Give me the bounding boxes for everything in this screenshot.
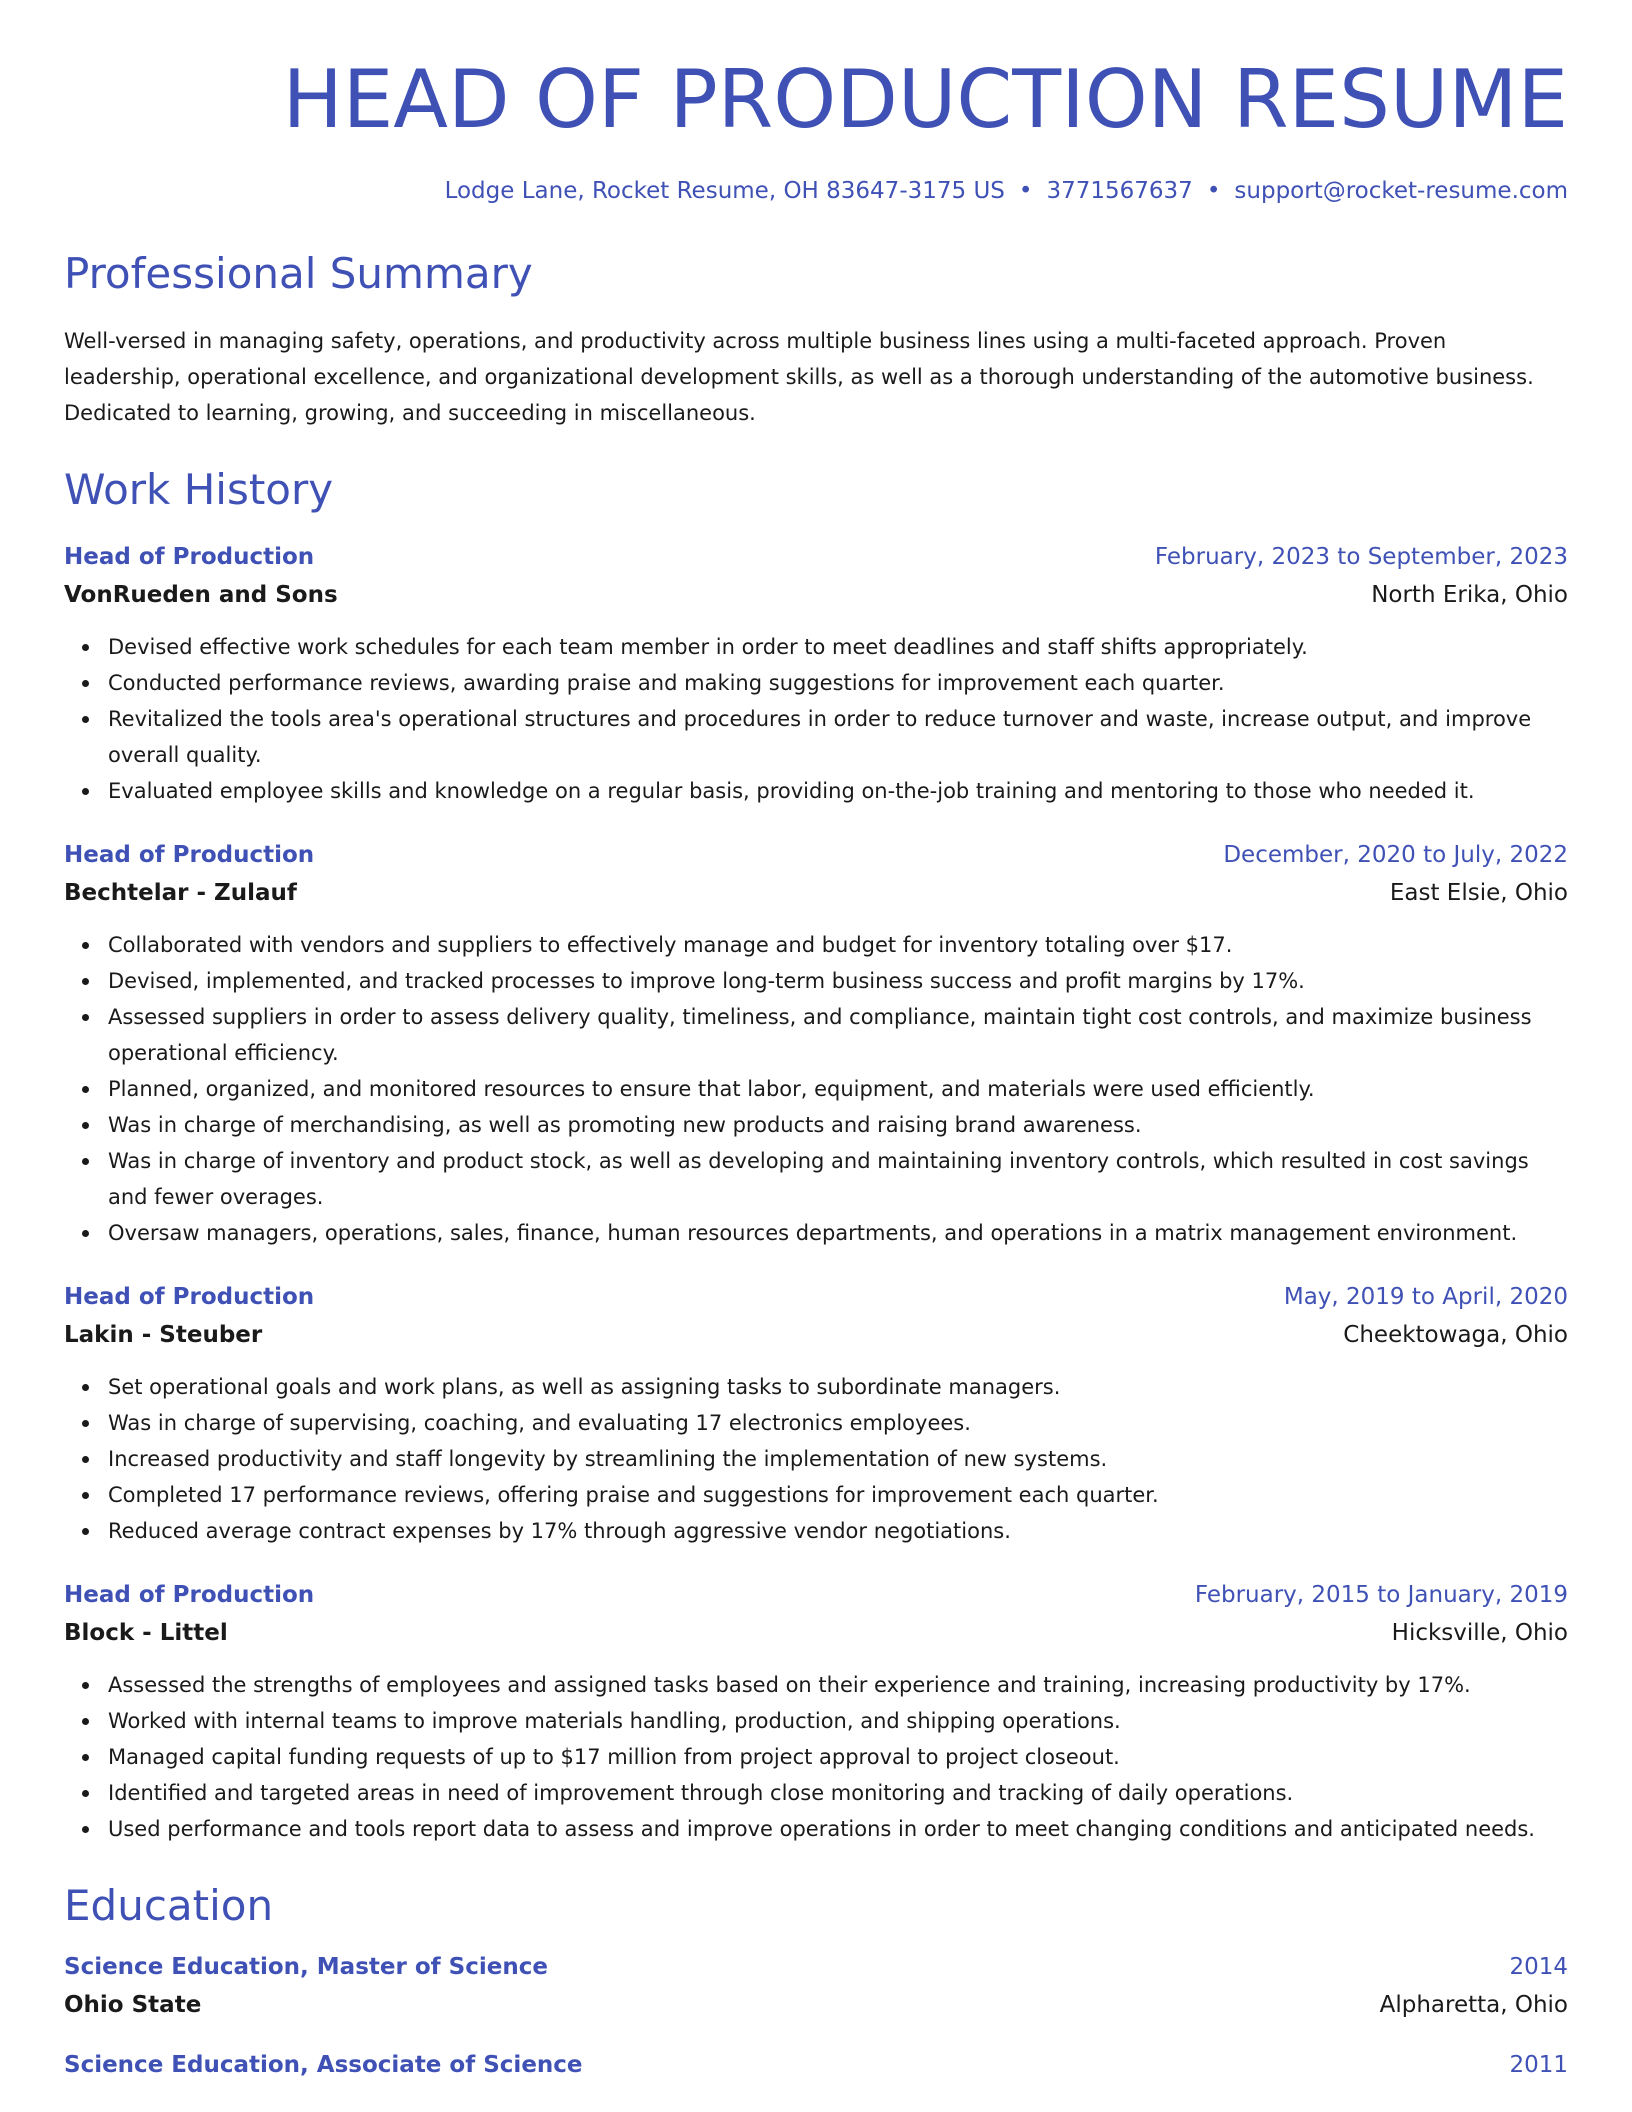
education-entry — [64, 1949, 1568, 2025]
job-location: North Erika, Ohio — [1371, 582, 1568, 608]
job-bullet: Completed 17 performance reviews, offering praise and suggestions for improvement each quarter. — [108, 1477, 1568, 1513]
job-bullet: Collaborated with vendors and suppliers to effectively manage and budget for inventory totaling over $17. — [108, 927, 1568, 963]
job-entry — [64, 1279, 1568, 1549]
contact-separator: • — [1018, 178, 1033, 204]
education-year: 2011 — [1509, 2052, 1568, 2078]
job-entry — [64, 539, 1568, 809]
job-bullet: Revitalized the tools area's operational structures and procedures in order to reduce turnover and waste, increase output, and improve overall quality. — [108, 701, 1568, 773]
job-company: Lakin - Steuber — [64, 1322, 263, 1348]
summary-text: Well-versed in managing safety, operations, and productivity across multiple business lines using a multi-faceted approach. Proven leadership, operational excellence, and organizational development skills, as well as a thorough understanding of the automotive business. Dedicated to learning, growing, and succeeding in miscellaneous. — [64, 329, 1534, 425]
job-bullet: Identified and targeted areas in need of improvement through close monitoring and tracking of daily operations. — [108, 1775, 1568, 1811]
job-entry — [64, 1577, 1568, 1847]
job-bullet: Reduced average contract expenses by 17% through aggressive vendor negotiations. — [108, 1513, 1568, 1549]
job-company: Block - Littel — [64, 1620, 228, 1646]
job-bullet: Assessed suppliers in order to assess delivery quality, timeliness, and compliance, maintain tight cost controls, and maximize business operational efficiency. — [108, 999, 1568, 1071]
job-role: Head of Production — [64, 842, 315, 868]
job-bullet: Conducted performance reviews, awarding praise and making suggestions for improvement each quarter. — [108, 665, 1568, 701]
job-bullet: Increased productivity and staff longevity by streamlining the implementation of new systems. — [108, 1441, 1568, 1477]
education-entry — [64, 2047, 1568, 2083]
work-history-heading: Work History — [64, 465, 334, 514]
job-dates: December, 2020 to July, 2022 — [1223, 842, 1568, 868]
summary-heading: Professional Summary — [64, 249, 533, 298]
job-bullet: Was in charge of inventory and product stock, as well as developing and maintaining inventory controls, which resulted in cost savings and fewer overages. — [108, 1143, 1568, 1215]
education-year: 2014 — [1509, 1954, 1568, 1980]
job-bullet: Was in charge of merchandising, as well as promoting new products and raising brand awareness. — [108, 1107, 1568, 1143]
job-role: Head of Production — [64, 1284, 315, 1310]
education-degree: Science Education, Associate of Science — [64, 2052, 583, 2078]
job-dates: May, 2019 to April, 2020 — [1283, 1284, 1568, 1310]
contact-phone: 3771567637 — [1046, 178, 1193, 204]
contact-separator: • — [1206, 178, 1221, 204]
job-bullet: Assessed the strengths of employees and assigned tasks based on their experience and training, increasing productivity by 17%. — [108, 1667, 1568, 1703]
job-location: Hicksville, Ohio — [1391, 1620, 1568, 1646]
job-bullet: Oversaw managers, operations, sales, finance, human resources departments, and operations in a matrix management environment. — [108, 1215, 1568, 1251]
job-bullet: Devised, implemented, and tracked processes to improve long-term business success and profit margins by 17%. — [108, 963, 1568, 999]
job-bullet-list — [64, 629, 1568, 809]
job-entry — [64, 837, 1568, 1251]
job-location: Cheektowaga, Ohio — [1343, 1322, 1568, 1348]
contact-address: Lodge Lane, Rocket Resume, OH 83647-3175 US — [444, 178, 1005, 204]
resume-title: HEAD OF PRODUCTION RESUME — [282, 53, 1568, 146]
contact-line — [64, 180, 1568, 203]
job-bullet: Was in charge of supervising, coaching, and evaluating 17 electronics employees. — [108, 1405, 1568, 1441]
job-company: Bechtelar - Zulauf — [64, 880, 297, 906]
education-heading: Education — [64, 1881, 274, 1930]
job-bullet: Used performance and tools report data to assess and improve operations in order to meet changing conditions and anticipated needs. — [108, 1811, 1568, 1847]
education-school: Ohio State — [64, 1992, 202, 2018]
job-bullet: Worked with internal teams to improve materials handling, production, and shipping operations. — [108, 1703, 1568, 1739]
resume-page — [64, 0, 1568, 2083]
education-location: Alpharetta, Ohio — [1379, 1992, 1568, 2018]
job-bullet: Devised effective work schedules for each team member in order to meet deadlines and staff shifts appropriately. — [108, 629, 1568, 665]
job-role: Head of Production — [64, 1582, 315, 1608]
job-bullet: Set operational goals and work plans, as well as assigning tasks to subordinate managers. — [108, 1369, 1568, 1405]
job-bullet: Managed capital funding requests of up to $17 million from project approval to project closeout. — [108, 1739, 1568, 1775]
education-degree: Science Education, Master of Science — [64, 1954, 548, 1980]
job-bullet-list — [64, 927, 1568, 1251]
job-bullet-list — [64, 1667, 1568, 1847]
job-bullet: Evaluated employee skills and knowledge on a regular basis, providing on-the-job training and mentoring to those who needed it. — [108, 773, 1568, 809]
job-dates: February, 2023 to September, 2023 — [1154, 544, 1568, 570]
job-dates: February, 2015 to January, 2019 — [1194, 1582, 1568, 1608]
job-company: VonRueden and Sons — [64, 582, 338, 608]
job-location: East Elsie, Ohio — [1389, 880, 1568, 906]
job-role: Head of Production — [64, 544, 315, 570]
job-bullet: Planned, organized, and monitored resources to ensure that labor, equipment, and materials were used efficiently. — [108, 1071, 1568, 1107]
contact-email[interactable]: support@rocket-resume.com — [1234, 178, 1568, 204]
job-bullet-list — [64, 1369, 1568, 1549]
